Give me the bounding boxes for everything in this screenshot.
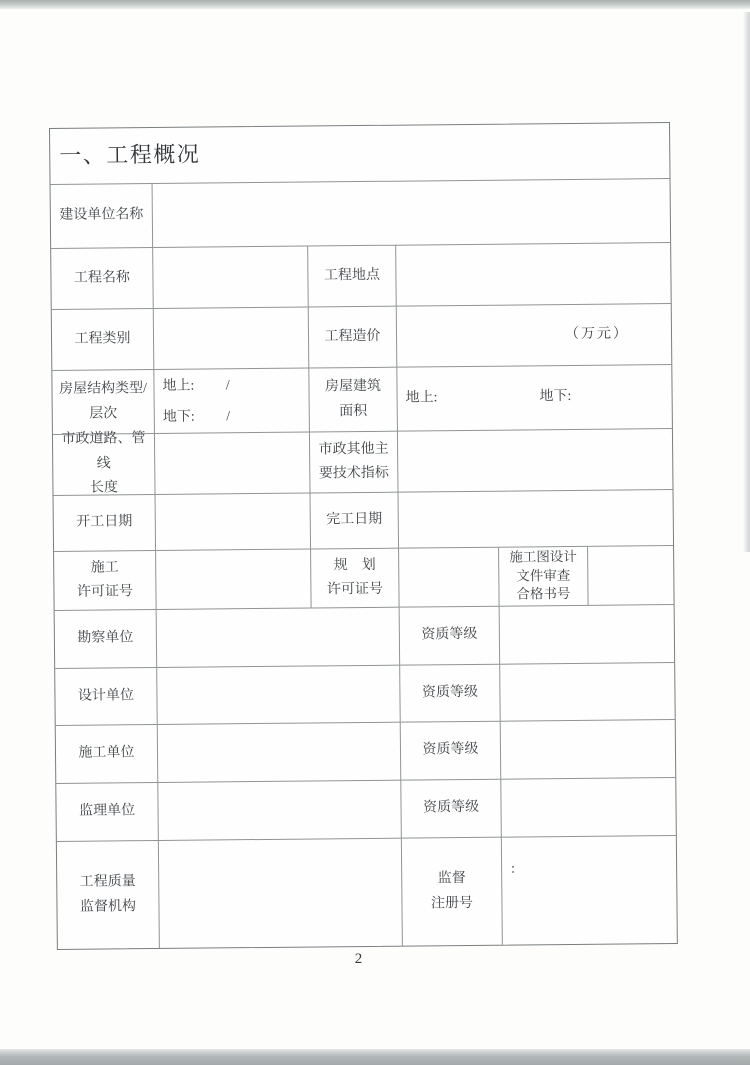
- project-name-value-cell: [153, 247, 309, 309]
- project-cost-value-cell: （万元）: [397, 304, 672, 368]
- survey-unit-grade-label: 资质等级: [400, 607, 501, 666]
- construction-unit-label: 建设单位名称: [51, 184, 154, 249]
- municipal-length-label: 市政道路、管线 长度: [53, 434, 156, 496]
- building-area-value-cell: [397, 365, 672, 432]
- project-category-label: 工程类别: [52, 309, 155, 371]
- project-cost-label: 工程造价: [309, 307, 398, 369]
- drawing-review-cert-value-cell: [588, 546, 674, 606]
- construction-permit-value-cell: [156, 550, 312, 610]
- supervision-unit-value-cell: [158, 781, 402, 841]
- project-name-label: 工程名称: [51, 248, 154, 310]
- project-location-value-cell: [396, 243, 671, 307]
- scanner-right-edge: [743, 12, 750, 552]
- start-date-value-cell: [156, 494, 312, 551]
- building-area-above-label: 地上:: [405, 390, 438, 406]
- municipal-other-label: 市政其他主 要技术指标: [310, 432, 399, 494]
- quality-org-reg-value-cell: :: [511, 861, 516, 877]
- scanner-bottom-edge: [0, 1049, 750, 1065]
- structure-type-value-cell: 地上: / 地下: /: [154, 369, 310, 434]
- survey-unit-value-cell: [157, 608, 401, 668]
- quality-org-label: 工程质量 监督机构: [57, 841, 160, 949]
- design-unit-grade-value-cell: [500, 663, 675, 722]
- survey-unit-label: 勘察单位: [55, 610, 158, 669]
- construction-permit-label: 施工 许可证号: [54, 551, 157, 611]
- drawing-review-cert-label: 施工图设计 文件审查 合格书号: [499, 547, 589, 607]
- design-unit-grade-label: 资质等级: [400, 665, 501, 723]
- section-title: 一、工程概况: [50, 123, 670, 185]
- municipal-other-value-cell: [398, 429, 673, 493]
- builder-unit-grade-value-cell: [501, 720, 676, 780]
- building-area-label: 房屋建筑 面积: [309, 368, 398, 433]
- project-category-value-cell: [154, 308, 310, 370]
- design-unit-value-cell: [157, 666, 401, 725]
- planning-permit-label: 规 划 许可证号: [311, 549, 400, 609]
- structure-type-label: 房屋结构类型/ 层次: [52, 370, 155, 435]
- building-area-below-label: 地下:: [539, 389, 572, 405]
- builder-unit-label: 施工单位: [56, 725, 159, 784]
- form-sheet: [49, 122, 676, 950]
- completion-date-label: 完工日期: [311, 493, 400, 550]
- completion-date-value-cell: [399, 490, 674, 549]
- supervision-unit-grade-value-cell: [501, 778, 676, 838]
- page-number: 2: [354, 951, 363, 967]
- design-unit-label: 设计单位: [55, 668, 158, 726]
- start-date-label: 开工日期: [54, 495, 157, 552]
- project-overview-table: [49, 122, 678, 950]
- survey-unit-grade-value-cell: [500, 605, 675, 665]
- quality-org-reg-label: 监督 注册号: [402, 838, 503, 946]
- construction-unit-value-cell: [153, 179, 671, 248]
- quality-org-value-cell: [159, 839, 403, 948]
- planning-permit-value-cell: [399, 548, 500, 608]
- scanner-top-edge: [0, 0, 750, 9]
- municipal-length-value-cell: [155, 433, 311, 495]
- supervision-unit-grade-label: 资质等级: [401, 780, 502, 839]
- builder-unit-grade-label: 资质等级: [401, 722, 502, 781]
- project-location-label: 工程地点: [308, 246, 397, 308]
- supervision-unit-label: 监理单位: [56, 783, 159, 842]
- builder-unit-value-cell: [158, 723, 402, 783]
